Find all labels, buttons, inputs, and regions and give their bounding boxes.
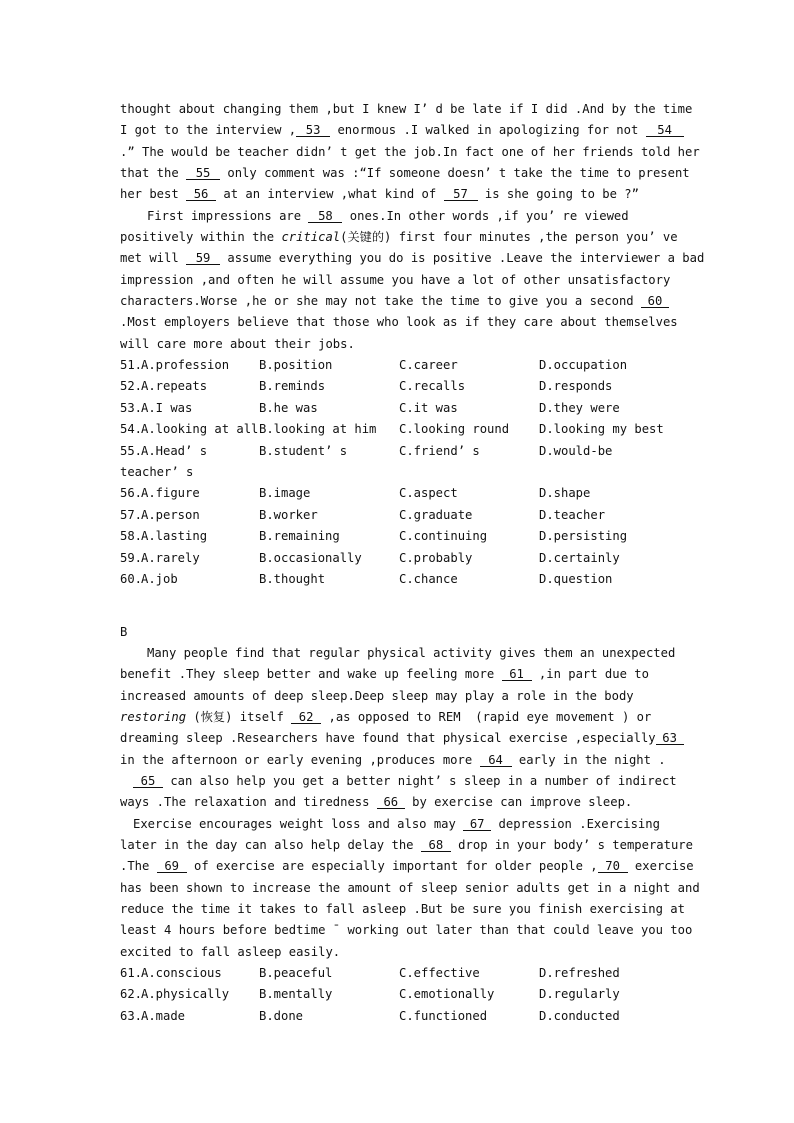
option-a: A.Head’ s xyxy=(141,443,208,458)
blank-67: 67 xyxy=(463,818,491,831)
blank-60: 60 xyxy=(641,295,669,308)
option-c: C.continuing xyxy=(399,529,488,544)
option-b: B.peaceful xyxy=(259,966,333,980)
option-d: D.question xyxy=(539,572,613,586)
text: later in the day can also help delay the xyxy=(120,838,421,852)
passage-line xyxy=(120,923,692,937)
option-b: B.done xyxy=(259,1008,304,1023)
option-a: A.physically xyxy=(141,987,230,1002)
question-number: 51. xyxy=(120,358,143,372)
text: has been shown to increase the amount of sleep senior adults get in a night and xyxy=(120,881,700,895)
passage-line xyxy=(120,294,669,308)
text: can also help you get a better night’ s sleep in a number of indirect xyxy=(163,774,677,788)
option-a: A.made xyxy=(141,1008,186,1023)
text: depression .Exercising xyxy=(491,817,660,831)
option-a: A.figure xyxy=(141,486,200,501)
question-number: 54. xyxy=(120,422,143,437)
option-b: B.thought xyxy=(259,572,326,586)
passage-line xyxy=(147,646,675,660)
question-number: 57. xyxy=(120,507,143,522)
text: .Most employers believe that those who look as if they care about themselves xyxy=(120,315,678,329)
passage-line xyxy=(120,902,685,916)
passage-line xyxy=(120,187,639,201)
blank-58: 58 xyxy=(308,210,342,223)
section-label xyxy=(120,625,127,639)
passage-line xyxy=(120,795,632,809)
passage-line xyxy=(120,251,704,265)
passage-line xyxy=(120,123,684,137)
passage-line xyxy=(120,145,700,159)
text: .The xyxy=(120,859,157,873)
text: exercise xyxy=(627,859,694,873)
option-d: D.teacher xyxy=(539,507,606,522)
option-d: D.certainly xyxy=(539,550,620,565)
option-b: B.student’ s xyxy=(259,443,348,458)
text: of exercise are especially important for older people , xyxy=(186,859,598,873)
option-b: B.he was xyxy=(259,400,318,415)
option-a: A.profession xyxy=(141,358,230,372)
option-a: A.looking at all xyxy=(141,422,259,437)
blank-61: 61 xyxy=(502,668,532,681)
passage-line xyxy=(120,315,678,329)
passage-line xyxy=(120,881,700,895)
passage-line xyxy=(120,945,340,959)
option-c: C.recalls xyxy=(399,379,466,394)
option-d: D.persisting xyxy=(539,529,628,544)
text: least 4 hours before bedtime ¯ working out later than that could leave you too xyxy=(120,923,693,937)
text: only comment was :“If someone doesn’ t take the time to present xyxy=(220,166,690,180)
option-b: B.remaining xyxy=(259,529,340,544)
option-d: D.would-be xyxy=(539,443,613,458)
option-d: D.refreshed xyxy=(539,966,620,980)
option-c: C.looking round xyxy=(399,422,510,437)
option-b: B.worker xyxy=(259,507,318,522)
passage-line xyxy=(133,817,660,831)
option-d: D.looking my best xyxy=(539,422,664,437)
option-d: D.occupation xyxy=(539,358,628,372)
passage-line xyxy=(120,859,694,873)
blank-59: 59 xyxy=(186,252,220,265)
text: .” The would be teacher didn’ t get the job.In fact one of her friends told her xyxy=(120,145,700,159)
blank-69: 69 xyxy=(157,860,187,873)
blank-64: 64 xyxy=(480,754,512,767)
option-a: A.rarely xyxy=(141,550,200,565)
text: ,as opposed to REM (rapid eye movement ) or xyxy=(321,710,652,724)
option-c: C.probably xyxy=(399,550,473,565)
blank-65: 65 xyxy=(133,775,163,788)
italic-word: critical xyxy=(281,230,341,244)
option-b: B.occasionally xyxy=(259,550,362,565)
text: ,in part due to xyxy=(531,667,649,681)
option-a: A.person xyxy=(141,507,200,522)
question-number: 61. xyxy=(120,966,143,980)
blank-62: 62 xyxy=(291,711,321,724)
text: increased amounts of deep sleep.Deep sleep may play a role in the body xyxy=(120,689,634,703)
passage-line xyxy=(120,273,670,287)
option-d: D.they were xyxy=(539,400,620,415)
text: (恢复) itself xyxy=(186,710,292,724)
passage-line xyxy=(120,710,651,724)
option-c: C.friend’ s xyxy=(399,443,480,458)
blank-55: 55 xyxy=(186,167,220,180)
text: her best xyxy=(120,187,187,201)
text: thought about changing them ,but I knew I’ d be late if I did .And by the time xyxy=(120,102,693,116)
option-c: C.effective xyxy=(399,966,480,980)
option-b: B.looking at him xyxy=(259,422,377,437)
question-number: 59. xyxy=(120,550,143,565)
passage-line xyxy=(120,166,690,180)
blank-66: 66 xyxy=(377,796,405,809)
passage-line xyxy=(120,667,649,681)
option-c: C.emotionally xyxy=(399,987,495,1002)
text: is she going to be ?” xyxy=(477,187,639,201)
text: enormous .I walked in apologizing for not xyxy=(330,123,646,137)
option-a: A.repeats xyxy=(141,379,208,394)
question-number: 63. xyxy=(120,1008,143,1023)
blank-57: 57 xyxy=(444,188,478,201)
text: Exercise encourages weight loss and also may xyxy=(133,817,464,831)
text: dreaming sleep .Researchers have found that physical exercise ,especially xyxy=(120,731,656,745)
blank-54: 54 xyxy=(646,124,684,137)
option-d: D.shape xyxy=(539,486,591,501)
blank-63: 63 xyxy=(656,732,684,745)
option-a: A.conscious xyxy=(141,966,222,980)
question-number: 53. xyxy=(120,400,143,415)
text: will care more about their jobs. xyxy=(120,337,355,351)
text: (关键的) first four minutes ,the person you’ ve xyxy=(340,230,678,244)
option-d: D.conducted xyxy=(539,1008,620,1023)
text: benefit .They sleep better and wake up feeling more xyxy=(120,667,502,681)
passage-line xyxy=(120,753,666,767)
option-c: C.functioned xyxy=(399,1008,488,1023)
passage-line xyxy=(120,337,355,351)
passage-line xyxy=(120,689,634,703)
text: early in the night . xyxy=(511,753,666,767)
option-c: C.it was xyxy=(399,400,458,415)
passage-line xyxy=(147,209,629,223)
option-b: B.reminds xyxy=(259,379,326,394)
section-b-label: B xyxy=(120,625,128,639)
text: assume everything you do is positive .Leave the interviewer a bad xyxy=(220,251,705,265)
option-a: A.I was xyxy=(141,400,193,415)
text: Many people find that regular physical activity gives them an unexpected xyxy=(147,646,676,660)
blank-53: 53 xyxy=(296,124,330,137)
text: ways .The relaxation and tiredness xyxy=(120,795,377,809)
passage-line xyxy=(120,230,678,244)
passage-line xyxy=(133,774,677,788)
blank-56: 56 xyxy=(186,188,216,201)
question-number: 52. xyxy=(120,379,143,394)
text: impression ,and often he will assume you have a lot of other unsatisfactory xyxy=(120,273,671,287)
italic-word: restoring xyxy=(120,710,187,724)
text: drop in your body’ s temperature xyxy=(450,838,693,852)
passage-line xyxy=(120,838,693,852)
text: at an interview ,what kind of xyxy=(216,187,444,201)
text: First impressions are xyxy=(147,209,309,223)
text: by exercise can improve sleep. xyxy=(404,795,633,809)
option-c: C.career xyxy=(399,358,458,372)
text: characters.Worse ,he or she may not take the time to give you a second xyxy=(120,294,641,308)
text: positively within the xyxy=(120,230,282,244)
option-d: D.regularly xyxy=(539,987,620,1002)
text: reduce the time it takes to fall asleep .But be sure you finish exercising at xyxy=(120,902,685,916)
text: I got to the interview , xyxy=(120,123,297,137)
blank-68: 68 xyxy=(421,839,451,852)
option-a: A.job xyxy=(141,572,178,586)
option-c: C.aspect xyxy=(399,486,458,501)
passage-line xyxy=(120,102,692,116)
text: that the xyxy=(120,166,187,180)
question-number: 58. xyxy=(120,529,143,544)
option-b: B.image xyxy=(259,486,311,501)
option-d: D.responds xyxy=(539,379,613,394)
option-c: C.graduate xyxy=(399,507,473,522)
text: ones.In other words ,if you’ re viewed xyxy=(342,209,629,223)
option-a: A.lasting xyxy=(141,529,208,544)
option-b: B.position xyxy=(259,358,333,372)
question-number: 55. xyxy=(120,443,143,458)
option-b: B.mentally xyxy=(259,987,333,1002)
passage-line xyxy=(120,731,684,745)
blank-70: 70 xyxy=(598,860,628,873)
option-d-continued: teacher’ s xyxy=(120,465,194,479)
text: excited to fall asleep easily. xyxy=(120,945,341,959)
text: in the afternoon or early evening ,produces more xyxy=(120,753,480,767)
text: met will xyxy=(120,251,187,265)
question-number: 56. xyxy=(120,486,143,501)
question-number: 60. xyxy=(120,572,143,586)
option-c: C.chance xyxy=(399,572,458,586)
question-number: 62. xyxy=(120,987,143,1002)
